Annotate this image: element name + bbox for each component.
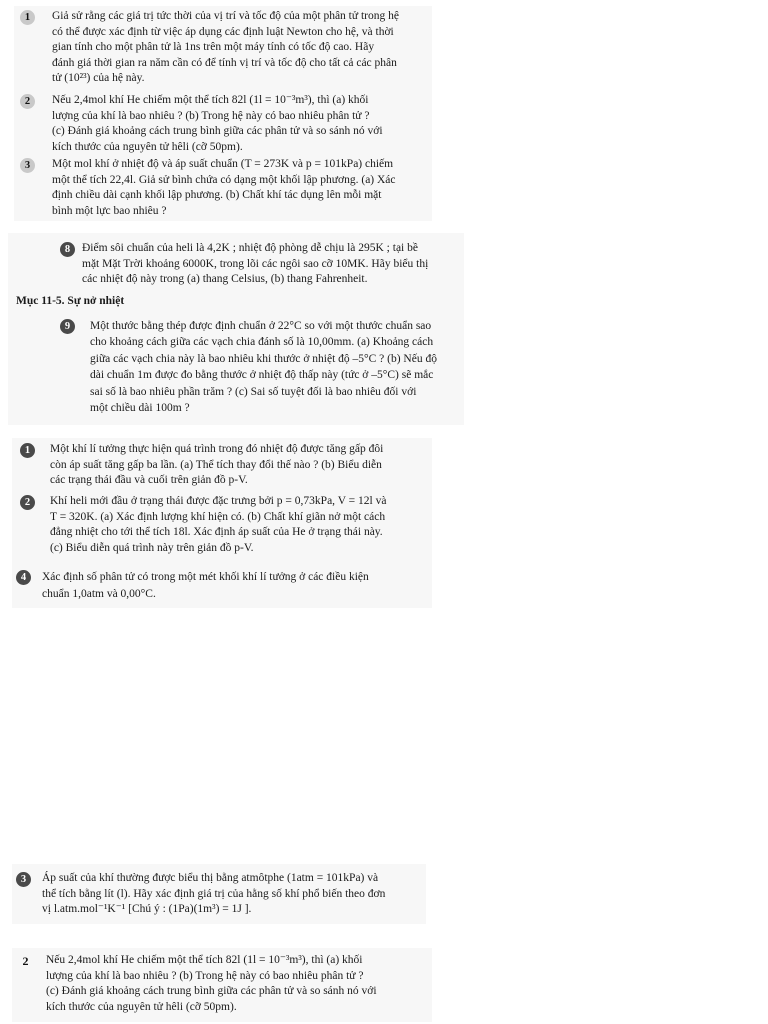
text-line: có thể được xác định từ việc áp dụng các định luật Newton cho hệ, và thời (52, 25, 394, 38)
problem-number: 3 (16, 872, 31, 887)
text-line: đẳng nhiệt cho tới thể tích 18l. Xác định áp suất của He ở trạng thái này. (50, 526, 383, 539)
text-line: Nếu 2,4mol khí He chiếm một thể tích 82l (1l = 10⁻³m³), thì (a) khối (52, 94, 369, 106)
scan-excerpt-1 (14, 6, 432, 221)
problem-text (46, 953, 426, 1015)
text-line: còn áp suất tăng gấp ba lần. (a) Thể tích thay đổi thế nào ? (b) Biểu diễn (50, 458, 382, 471)
text-line: giữa các vạch chia này là bao nhiêu khi thước ở nhiệt độ –5°C ? (b) Nếu độ (90, 352, 437, 365)
section-heading: Mục 11-5. Sự nở nhiệt (16, 295, 125, 307)
problem-text (52, 9, 426, 87)
text-line: Giả sử rằng các giá trị tức thời của vị trí và tốc độ của một phân tử trong hệ (52, 10, 399, 22)
text-line: cho khoảng cách giữa các vạch chia đánh số là 10,00mm. (a) Khoảng cách (90, 336, 434, 349)
scan-excerpt-5 (12, 948, 432, 1022)
text-line: Khí heli mới đầu ở trạng thái được đặc trưng bởi p = 0,73kPa, V = 12l và (50, 495, 387, 507)
text-line: vị l.atm.mol⁻¹K⁻¹ [Chú ý : (1Pa)(1m³) = 1J ]. (42, 903, 252, 916)
text-line: đánh giá thời gian ra năm cần có để tính vị trí và tốc độ cho tất cả các phân (52, 56, 397, 69)
problem-number: 2 (20, 94, 35, 109)
text-line: Xác định số phân tử có trong một mét khối khí lí tưởng ở các điều kiện (42, 571, 369, 583)
text-line: gian tính cho một phân tử là 1ns trên một máy tính có tốc độ cao. Hãy (52, 41, 375, 54)
text-line: Một khí lí tưởng thực hiện quá trình trong đó nhiệt độ được tăng gấp đôi (50, 443, 384, 455)
text-line: Áp suất của khí thường được biểu thị bằng atmôtphe (1atm = 101kPa) và (42, 872, 379, 884)
text-line: (c) Đánh giá khoảng cách trung bình giữa các phân tử và so sánh nó với (46, 985, 377, 998)
scan-excerpt-3 (12, 438, 432, 608)
problem-number: 8 (60, 242, 75, 257)
text-line: Một thước bằng thép được định chuẩn ở 22°C so với một thước chuẩn sao (90, 320, 432, 332)
problem-text (42, 569, 426, 603)
problem-text (82, 241, 458, 288)
text-line: Một mol khí ở nhiệt độ và áp suất chuẩn (T = 273K và p = 101kPa) chiếm (52, 158, 394, 170)
problem-text (42, 871, 420, 918)
text-line: sai số là bao nhiêu phần trăm ? (c) Sai số tuyệt đối là bao nhiêu đối với (90, 385, 417, 398)
text-line: bình một lực bao nhiêu ? (52, 204, 167, 217)
text-line: một thể tích 22,4l. Giả sử bình chứa có dạng một khối lập phương. (a) Xác (52, 173, 396, 186)
text-line: Điểm sôi chuẩn của heli là 4,2K ; nhiệt độ phòng dễ chịu là 295K ; tại bề (82, 242, 418, 254)
problem-number: 1 (20, 443, 35, 458)
text-line: dài chuẩn 1m được đo bằng thước ở nhiệt độ thấp này (tức ở –5°C) sẽ mắc (90, 369, 434, 382)
text-line: thể tích bằng lít (l). Hãy xác định giá trị của hằng số khí phổ biến theo đơn (42, 887, 386, 900)
text-line: kích thước của nguyên tử hêli (cỡ 50pm). (46, 1000, 237, 1013)
text-line: chuẩn 1,0atm và 0,00°C. (42, 588, 156, 600)
text-line: các nhiệt độ này trong (a) thang Celsius, (b) thang Fahrenheit. (82, 273, 368, 286)
problem-number: 4 (16, 570, 31, 585)
text-line: kích thước của nguyên tử hêli (cỡ 50pm). (52, 140, 243, 153)
text-line: tử (10²³) của hệ này. (52, 72, 145, 85)
problem-number: 2 (22, 954, 29, 968)
problem-text (50, 442, 428, 489)
problem-text (52, 157, 426, 219)
problem-number: 9 (60, 319, 75, 334)
problem-text (52, 93, 426, 155)
text-line: mặt Mặt Trời khoảng 6000K, trong lõi các ngôi sao cỡ 10MK. Hãy biểu thị (82, 257, 429, 270)
text-line: lượng của khí là bao nhiêu ? (b) Trong hệ này có bao nhiêu phân tử ? (52, 109, 370, 122)
text-line: một chiều dài 100m ? (90, 402, 190, 415)
text-line: lượng của khí là bao nhiêu ? (b) Trong hệ này có bao nhiêu phân tử ? (46, 969, 364, 982)
problem-number: 3 (20, 158, 35, 173)
problem-number: 2 (20, 495, 35, 510)
text-line: T = 320K. (a) Xác định lượng khí hiện có. (b) Chất khí giãn nở một cách (50, 510, 386, 523)
problem-number: 1 (20, 10, 35, 25)
text-line: các trạng thái đầu và cuối trên giản đồ p-V. (50, 474, 248, 487)
scan-excerpt-2 (8, 233, 464, 425)
problem-text (90, 318, 458, 416)
scan-excerpt-4 (12, 864, 426, 924)
text-line: (c) Đánh giá khoảng cách trung bình giữa các phân tử và so sánh nó với (52, 125, 383, 138)
text-line: Nếu 2,4mol khí He chiếm một thể tích 82l (1l = 10⁻³m³), thì (a) khối (46, 954, 363, 966)
text-line: định chiều dài cạnh khối lập phương. (b) Chất khí tác dụng lên mỗi mặt (52, 189, 382, 202)
text-line: (c) Biểu diễn quá trình này trên giản đồ p-V. (50, 541, 254, 554)
problem-text (50, 494, 428, 556)
